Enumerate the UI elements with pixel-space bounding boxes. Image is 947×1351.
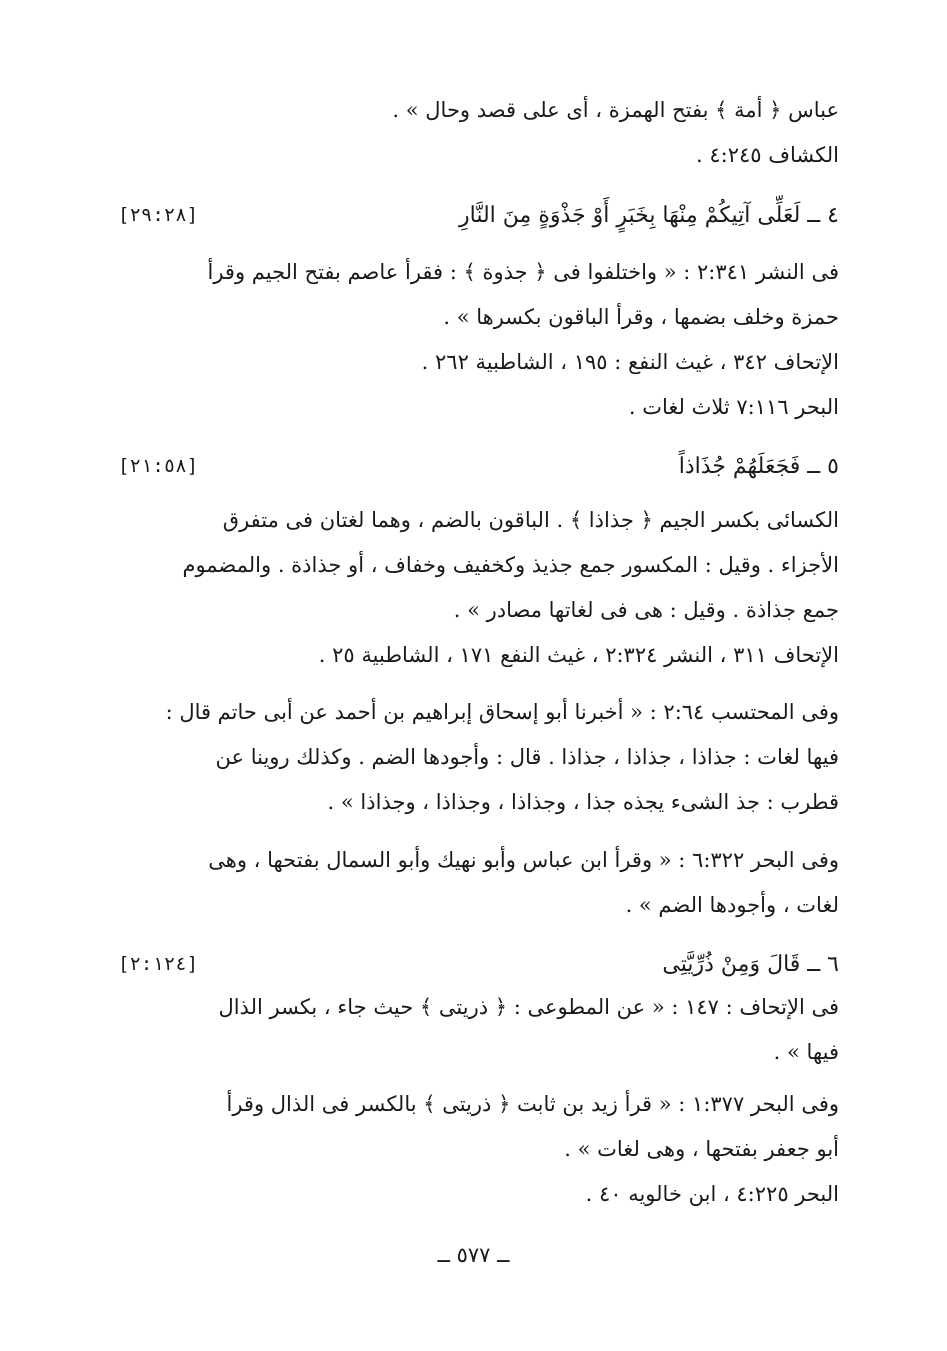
text-line: وفى البحر ١:٣٧٧ : « قرأ زيد بن ثابت ﴿ ذريتى ﴾ بالكسر فى الذال وقرأ [226, 1092, 839, 1116]
text-line: الكشاف ٤:٢٤٥ . [696, 143, 839, 167]
entry-6-commentary [118, 985, 839, 1075]
text-line: عباس ﴿ أمة ﴾ بفتح الهمزة ، أى على قصد وحال » . [392, 98, 839, 122]
text-line: الإتحاف ٣٤٢ ، غيث النفع : ١٩٥ ، الشاطبية ٢٦٢ . [421, 350, 839, 374]
text-line: قطرب : جذ الشىء يجذه جذا ، وجذاذا ، وجذاذا ، وجذاذا » . [327, 790, 839, 814]
entry-6-heading [118, 942, 839, 987]
entry-6-bahr-quote [118, 1082, 839, 1217]
page-number: ــ ٥٧٧ ــ [437, 1243, 510, 1267]
entry-4-heading [118, 193, 839, 238]
text-line: لغات ، وأجودها الضم » . [625, 893, 839, 917]
continuation-paragraph [118, 88, 839, 178]
text-line: فى النشر ٢:٣٤١ : « واختلفوا فى ﴿ جذوة ﴾ : فقرأ عاصم بفتح الجيم وقرأ [207, 260, 839, 284]
text-line: البحر ٤:٢٢٥ ، ابن خالويه ٤٠ . [585, 1182, 839, 1206]
text-line: الكسائى بكسر الجيم ﴿ جذاذا ﴾ . الباقون بالضم ، وهما لغتان فى متفرق [222, 508, 839, 532]
verse-reference: [٢:١٢٤] [118, 953, 199, 975]
text-line: وفى المحتسب ٢:٦٤ : « أخبرنا أبو إسحاق إبراهيم بن أحمد عن أبى حاتم قال : [165, 700, 839, 724]
text-line: جمع جذاذة . وقيل : هى فى لغاتها مصادر » . [453, 598, 839, 622]
entry-5-muhtasab-quote [118, 690, 839, 825]
text-line: الأجزاء . وقيل : المكسور جمع جذيذ وكخفيف وخفاف ، أو جذاذة . والمضموم [182, 553, 839, 577]
text-line: فيها » . [773, 1040, 839, 1064]
text-line: فى الإتحاف : ١٤٧ : « عن المطوعى : ﴿ ذريتى ﴾ حيث جاء ، بكسر الذال [218, 995, 839, 1019]
verse-text: ٥ ــ فَجَعَلَهُمْ جُذَاذاً [678, 454, 839, 479]
entry-5-bahr-quote [118, 838, 839, 928]
verse-text: ٤ ــ لَعَلِّى آتِيكُمْ مِنْهَا بِخَبَرٍ أَوْ جَذْوَةٍ مِنَ النَّارِ [459, 203, 839, 228]
text-line: البحر ٧:١١٦ ثلاث لغات . [628, 395, 839, 419]
verse-reference: [٢٩:٢٨] [118, 204, 199, 226]
text-line: أبو جعفر بفتحها ، وهى لغات » . [564, 1137, 839, 1161]
verse-text: ٦ ــ قَالَ وَمِنْ ذُرِّيَّتِى [662, 952, 839, 977]
text-line: الإتحاف ٣١١ ، النشر ٢:٣٢٤ ، غيث النفع ١٧١ ، الشاطبية ٢٥ . [318, 643, 839, 667]
entry-5-heading [118, 444, 839, 489]
verse-reference: [٢١:٥٨] [118, 455, 199, 477]
entry-4-commentary [118, 250, 839, 430]
text-line: وفى البحر ٦:٣٢٢ : « وقرأ ابن عباس وأبو نهيك وأبو السمال بفتحها ، وهى [208, 848, 839, 872]
entry-5-commentary [118, 498, 839, 678]
text-line: حمزة وخلف بضمها ، وقرأ الباقون بكسرها » . [443, 305, 839, 329]
text-line: فيها لغات : جذاذا ، جذاذا ، جذاذا . قال : وأجودها الضم . وكذلك روينا عن [215, 745, 839, 769]
